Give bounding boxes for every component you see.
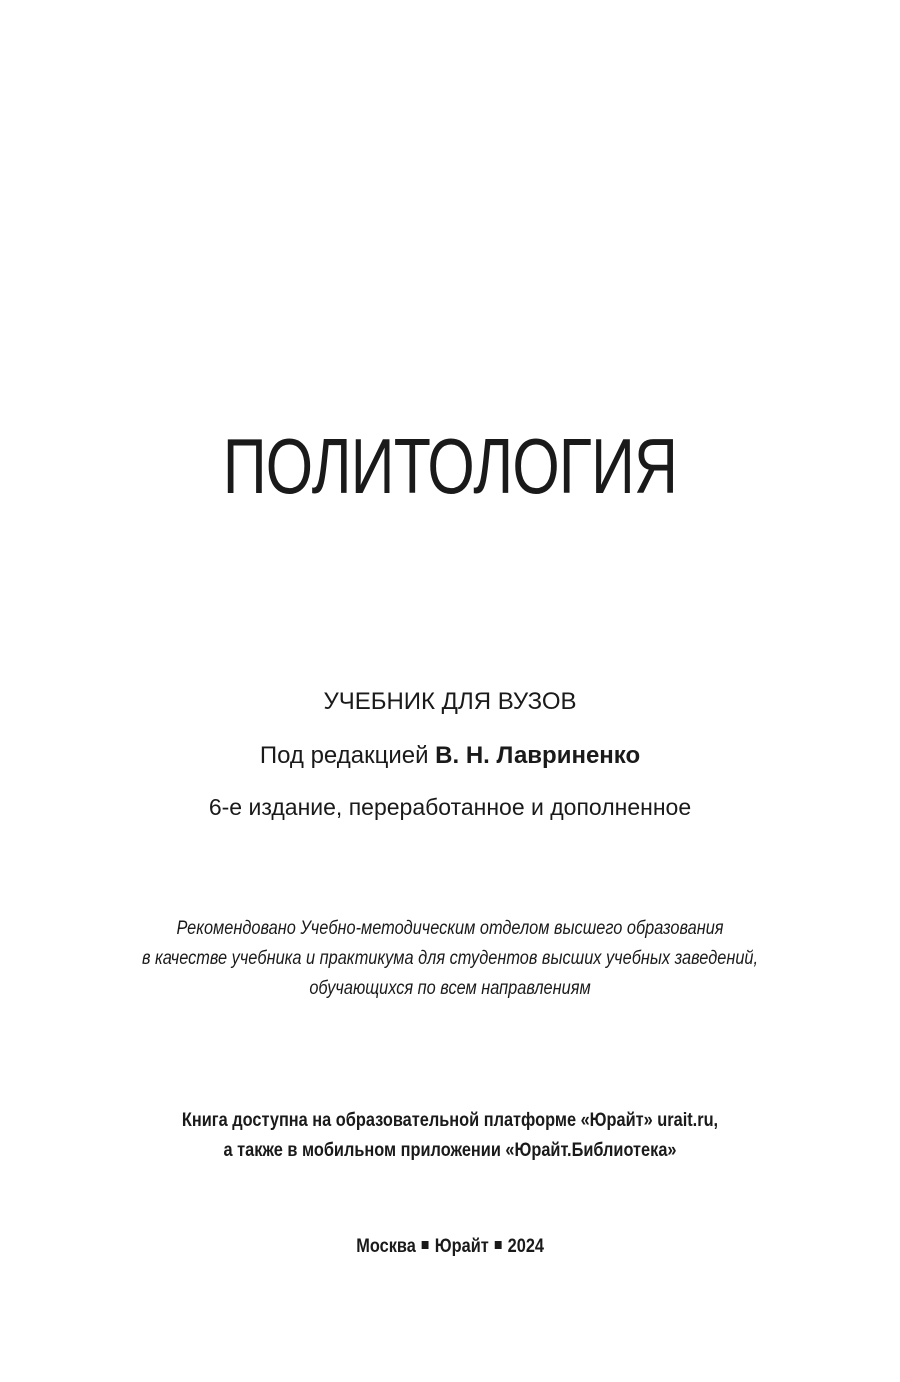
book-subtitle: УЧЕБНИК ДЛЯ ВУЗОВ — [323, 688, 577, 715]
recommendation-line: в качестве учебника и практикума для студентов высших учебных заведений, — [141, 948, 759, 969]
imprint-year: 2024 — [507, 1236, 544, 1257]
availability-line: Книга доступна на образовательной платформе «Юрайт» urait.ru, — [181, 1110, 719, 1131]
editor-name: В. Н. Лавриненко — [435, 742, 641, 769]
editor-line — [0, 738, 900, 774]
square-separator-icon — [422, 1241, 429, 1249]
recommendation-line: обучающихся по всем направлениям — [309, 978, 591, 999]
imprint-city: Москва — [356, 1236, 416, 1257]
editor-prefix: Под редакцией — [259, 742, 436, 769]
recommendation-line: Рекомендовано Учебно-методическим отделом высшего образования — [176, 918, 724, 939]
recommendation-block — [0, 914, 900, 1004]
availability-line: а также в мобильном приложении «Юрайт.Библиотека» — [223, 1140, 677, 1161]
book-title: ПОЛИТОЛОГИЯ — [222, 422, 678, 510]
imprint-line — [0, 1232, 900, 1262]
edition-note: 6-е издание, переработанное и дополненное — [208, 794, 692, 820]
availability-block — [0, 1106, 900, 1166]
square-separator-icon — [495, 1241, 502, 1249]
imprint-publisher: Юрайт — [434, 1236, 489, 1257]
